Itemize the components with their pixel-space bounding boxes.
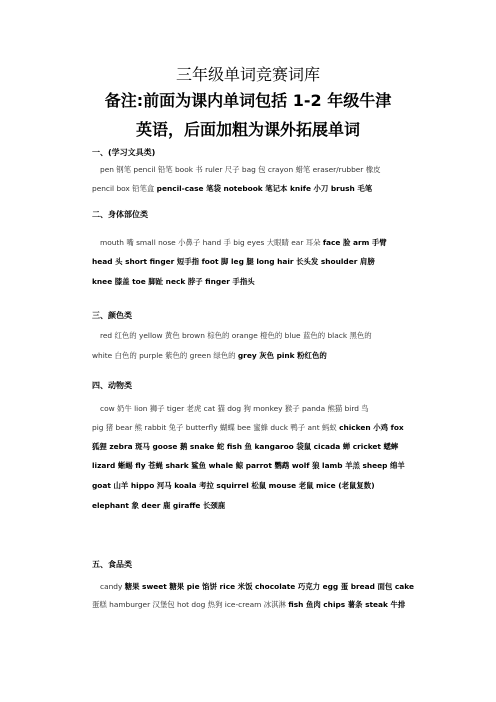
extension-words: face 脸 arm 手臂: [322, 238, 387, 247]
body-line: 蛋糕 hamburger 汉堡包 hot dog 热狗 ice-cream 冰淇淋 fish 鱼肉 chips 薯条 steak 牛排: [92, 600, 406, 609]
extension-words: knee 膝盖 toe 脚趾 neck 脖子 finger 手指头: [92, 277, 255, 286]
document-title-line-2: 备注:前面为课内单词包括 1-2 年级牛津: [104, 91, 392, 110]
body-line: pen 钢笔 pencil 铅笔 book 书 ruler 尺子 bag 包 crayon 蜡笔 eraser/rubber 橡皮: [100, 165, 381, 174]
body-line: white 白色的 purple 紫色的 green 绿色的 grey 灰色 pink 粉红色的: [92, 351, 327, 360]
document-title-line-1: 三年级单词竞赛词库: [175, 65, 320, 84]
extension-words: grey 灰色 pink 粉红色的: [237, 351, 327, 360]
extension-words: elephant 象 deer 鹿 giraffe 长颈鹿: [92, 501, 226, 510]
extension-words: lizard 蜥蜴 fly 苍蝇 shark 鲨鱼 whale 鲸 parrot 鹦鹉 wolf 狼 lamb 羊羔 sheep 绵羊: [92, 461, 405, 470]
body-line: candy 糖果 sweet 糖果 pie 馅饼 rice 米饭 chocolate 巧克力 egg 蛋 bread 面包 cake: [100, 582, 414, 591]
document-title-line-3: 英语，后面加粗为课外拓展单词: [135, 120, 360, 139]
body-line: cow 奶牛 lion 狮子 tiger 老虎 cat 猫 dog 狗 monkey 猴子 panda 熊猫 bird 鸟: [100, 404, 369, 413]
section-heading-animals: 四、动物类: [92, 381, 132, 390]
extension-words: fish 鱼肉 chips 薯条 steak 牛排: [288, 600, 406, 609]
body-line: [92, 442, 408, 452]
extension-words: goat 山羊 hippo 河马 koala 考拉 squirrel 松鼠 mouse 老鼠 mice (老鼠复数): [92, 481, 375, 490]
body-line: pencil box 铅笔盒 pencil-case 笔袋 notebook 笔记本 knife 小刀 brush 毛笔: [92, 184, 373, 193]
body-line: [92, 461, 408, 471]
body-line: [92, 277, 408, 287]
section-heading-stationery: 一、(学习文具类): [92, 148, 156, 157]
body-line: [92, 481, 408, 491]
section-heading-food: 五、食品类: [92, 560, 132, 569]
body-line: mouth 嘴 small nose 小鼻子 hand 手 big eyes 大眼睛 ear 耳朵 face 脸 arm 手臂: [100, 238, 387, 247]
body-line: red 红色的 yellow 黄色 brown 棕色的 orange 橙色的 blue 蓝色的 black 黑色的: [100, 331, 372, 340]
section-heading-colors: 三、颜色类: [92, 311, 132, 320]
section-heading-body-parts: 二、身体部位类: [92, 210, 148, 219]
extension-words: 狐狸 zebra 斑马 goose 鹅 snake 蛇 fish 鱼 kangaroo 袋鼠 cicada 蝉 cricket 蟋蟀: [92, 442, 399, 451]
extension-words: head 头 short finger 短手指 foot 脚 leg 腿 long hair 长头发 shoulder 肩膀: [92, 257, 375, 266]
body-line: pig 猪 bear 熊 rabbit 兔子 butterfly 蝴蝶 bee 蜜蜂 duck 鸭子 ant 蚂蚁 chicken 小鸡 fox: [92, 423, 404, 432]
extension-words: chicken 小鸡 fox: [339, 423, 404, 432]
extension-words: 糖果 sweet 糖果 pie 馅饼 rice 米饭 chocolate 巧克力 egg 蛋 bread 面包 cake: [124, 582, 414, 591]
body-line: [92, 257, 408, 267]
body-line: [92, 501, 408, 511]
extension-words: pencil-case 笔袋 notebook 笔记本 knife 小刀 brush 毛笔: [156, 184, 373, 193]
